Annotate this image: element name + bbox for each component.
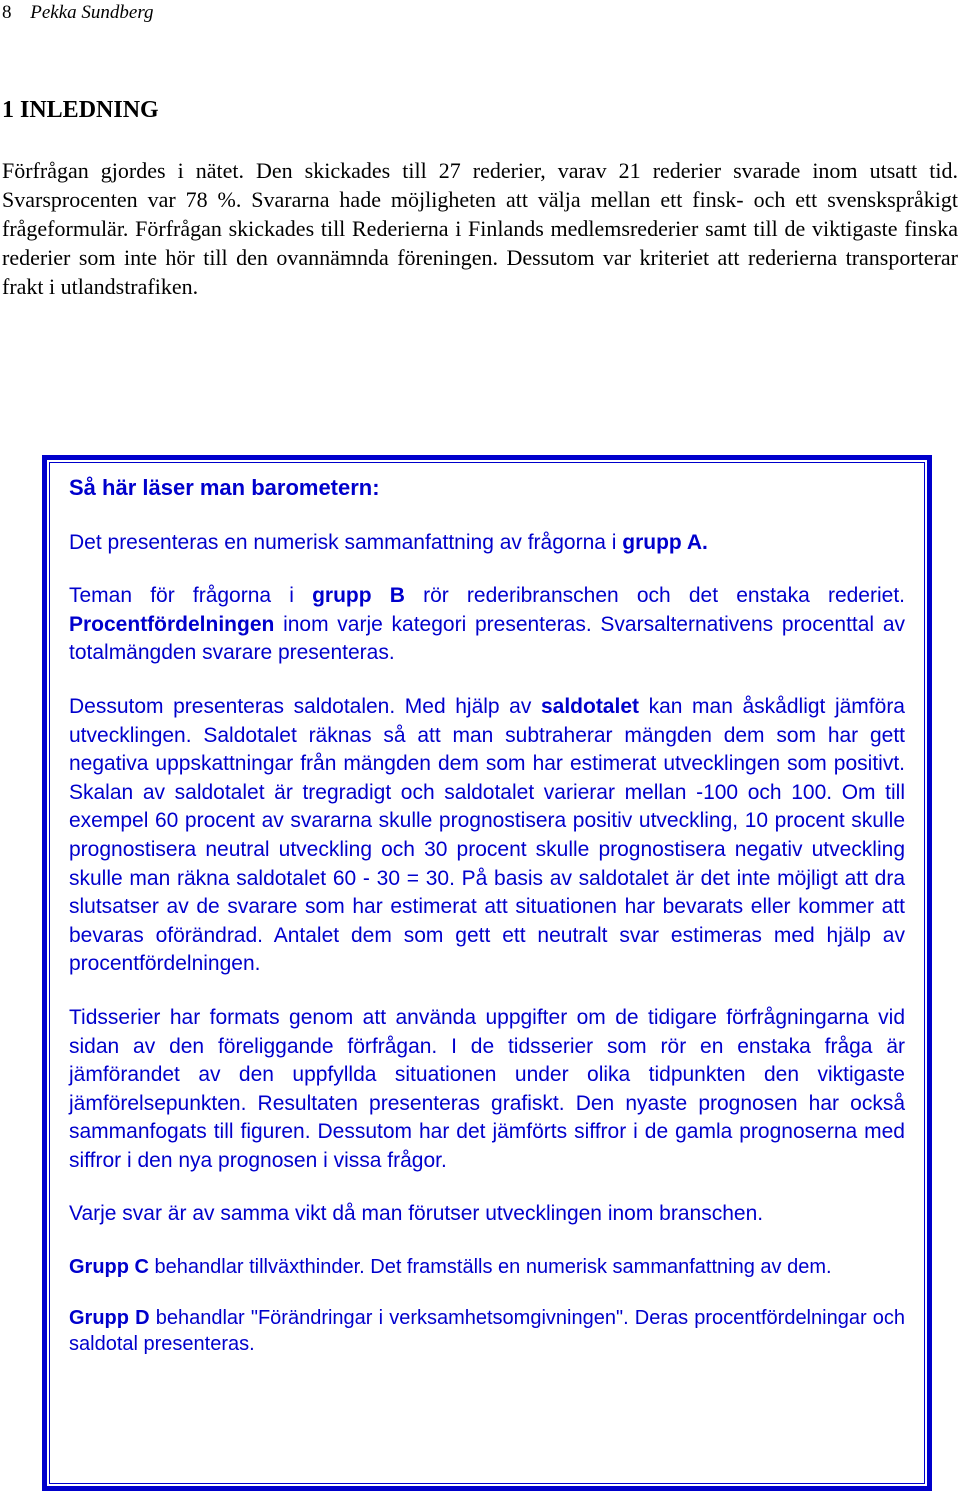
info-paragraph-vikt: Varje svar är av samma vikt då man förutser utvecklingen inom branschen.: [69, 1202, 764, 1226]
info-paragraph-group-a: Det presenteras en numerisk sammanfattning av frågorna i grupp A.: [69, 530, 708, 554]
section-heading: 1 INLEDNING: [2, 97, 159, 123]
running-header: [2, 0, 154, 26]
saldotalet-term: saldotalet: [540, 694, 639, 718]
info-paragraph-group-b: Teman för frågorna i grupp B rör rederibranschen och det enstaka rederiet. Procentfördelningen inom varje kategori presenteras. Svarsalternativens procenttal av totalmängden svarare presenteras.: [69, 584, 905, 665]
page-number: 8: [2, 2, 12, 23]
info-paragraph-saldotal: Dessutom presenteras saldotalen. Med hjälp av saldotalet kan man åskådligt jämföra utvecklingen. Saldotalet räknas så att man subtraherar mängden dem som har gett negativa uppskattningar från mängden dem som har estimerat utvecklingen som positivt. Skalan av saldotalet är tregradigt och saldotalet varierar mellan -100 och 100. Om till exempel 60 procent av svararna skulle prognostisera positiv utveckling, 10 procent skulle prognostisera neutral utveckling och 30 procent skulle prognostisera negativ utveckling skulle man räkna saldotalet 60 - 30 = 30. På basis av saldotalet är det inte möjligt att dra slutsatser av de svarare som har estimerat att situationen har bevarats eller kommer att bevaras oförändrad. Antalet dem som gett ett neutralt svar estimeras med hjälp av procentfördelningen.: [69, 694, 905, 976]
info-box-content: [69, 474, 905, 1357]
info-box-title: Så här läser man barometern:: [69, 475, 380, 500]
info-paragraph-group-c: Grupp C behandlar tillväxthinder. Det framställs en numerisk sammanfattning av dem.: [69, 1256, 832, 1279]
group-b-label: grupp B: [312, 584, 405, 608]
group-c-label: Grupp C: [69, 1256, 149, 1279]
group-d-label: Grupp D: [69, 1307, 150, 1330]
info-paragraph-group-d: Grupp D behandlar "Förändringar i verksamhetsomgivningen". Deras procentfördelningar och saldotal presenteras.: [69, 1307, 905, 1356]
running-header-author: Pekka Sundberg: [30, 2, 154, 23]
info-paragraph-tidsserier: Tidsserier har formats genom att använda uppgifter om de tidigare förfrågningarna vid sidan av den föreliggande förfrågan. I de tidsserier som rör en enstaka fråga är jämförandet av den uppfyllda situationen under olika tidpunkten den viktigaste jämförelsepunkten. Resultaten presenteras grafiskt. Den nyaste prognosen har också sammanfogats till figuren. Dessutom har det jämförts siffror i de gamla prognoserna med siffror i den nya prognosen i vissa frågor.: [69, 1005, 905, 1172]
group-a-label: grupp A.: [622, 530, 708, 554]
intro-paragraph: Förfrågan gjordes i nätet. Den skickades till 27 rederier, varav 21 rederier svarade inom utsatt tid. Svarsprocenten var 78 %. Svararna hade möjligheten att välja mellan ett finsk- och ett svenskspråkigt frågeformulär. Förfrågan skickades till Rederierna i Finlands medlemsrederier samt till de viktigaste finska rederier som inte hör till den ovannämnda föreningen. Dessutom var kriteriet att rederierna transporterar frakt i utlandstrafiken.: [2, 158, 958, 299]
barometer-info-box: [42, 455, 932, 1491]
procentfordelningen-term: Procentfördelningen: [69, 612, 275, 636]
